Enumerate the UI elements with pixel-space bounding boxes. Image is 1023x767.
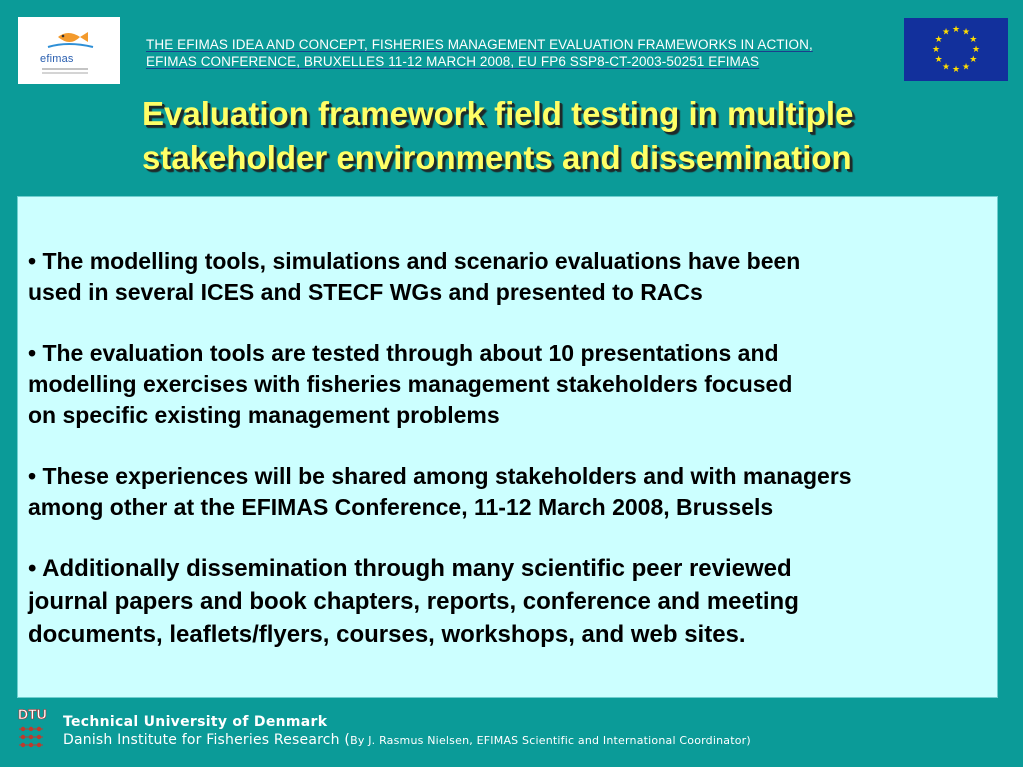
dtu-mark: DTU [18,706,47,722]
bullet-line: • Additionally dissemination through many scientific peer reviewed [28,555,792,582]
bullet-item-3 [28,461,852,523]
logo-text: efimas [40,53,74,65]
slide-title [142,92,942,180]
eu-star-icon: ★ [951,24,961,34]
eu-star-icon: ★ [941,61,951,72]
eu-star-icon: ★ [934,54,943,64]
eu-star-icon: ★ [934,34,943,44]
bullet-line: • The evaluation tools are tested through about 10 presentations and [28,340,779,366]
eu-star-icon: ★ [961,26,971,37]
dtu-logo-icon [17,705,47,753]
header-line-1: THE EFIMAS IDEA AND CONCEPT, FISHERIES MANAGEMENT EVALUATION FRAMEWORKS IN ACTION, [146,37,813,52]
eu-star-icon: ★ [969,54,978,64]
footer-institute [63,732,751,748]
eu-flag-icon [904,18,1008,81]
bullet-item-2 [28,338,792,431]
footer-institute-name: Danish Institute for Fisheries Research ( [63,732,351,748]
eu-star-icon: ★ [961,61,971,72]
bullet-line: journal papers and book chapters, reports, conference and meeting [28,588,799,615]
content-panel [17,196,998,698]
bullet-line: documents, leaflets/flyers, courses, workshops, and web sites. [28,621,746,648]
fish-logo-icon [18,17,120,84]
footer-institution: Technical University of Denmark [63,714,328,730]
efimas-logo [18,17,120,84]
title-line-2: stakeholder environments and dissemination [142,139,852,176]
header-text [146,36,896,70]
title-line-1: Evaluation framework field testing in multiple [142,95,854,132]
header-line-2: EFIMAS CONFERENCE, BRUXELLES 11-12 MARCH 2008, EU FP6 SSP8-CT-2003-50251 EFIMAS [146,54,760,69]
eu-star-icon: ★ [931,44,941,54]
bullet-line: on specific existing management problems [28,402,500,428]
bullet-line: among other at the EFIMAS Conference, 11-12 March 2008, Brussels [28,494,774,520]
bullet-line: • The modelling tools, simulations and scenario evaluations have been [28,248,801,274]
eu-star-icon: ★ [971,44,981,54]
eu-star-icon: ★ [951,64,961,74]
footer-author: By J. Rasmus Nielsen, EFIMAS Scientific and International Coordinator) [350,734,751,747]
bullet-item-4 [28,552,799,651]
bullet-line: modelling exercises with fisheries management stakeholders focused [28,371,793,397]
bullet-item-1 [28,246,800,308]
eu-star-icon: ★ [969,34,978,44]
bullet-line: • These experiences will be shared among stakeholders and with managers [28,463,852,489]
eu-star-icon: ★ [941,26,951,37]
bullet-line: used in several ICES and STECF WGs and presented to RACs [28,279,703,305]
